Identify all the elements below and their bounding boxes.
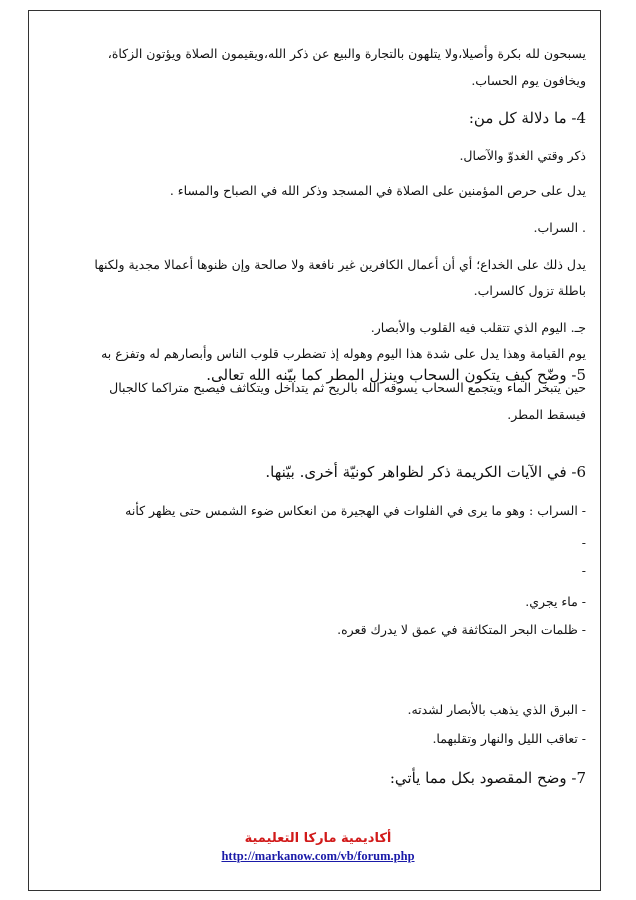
footer-forum-link[interactable]: http://markanow.com/vb/forum.php: [221, 849, 415, 863]
answer-5-line-2: فيسقط المطر.: [507, 407, 586, 422]
empty-bullet-2: -: [581, 563, 586, 578]
phenomenon-mirage: - السراب : وهو ما يرى في الفلوات في الهجيرة من انعكاس ضوء الشمس حتى يظهر كأنه: [125, 503, 586, 518]
empty-bullet-1: -: [581, 535, 586, 550]
question-5-heading: 5- وضّح كيف يتكون السحاب وينزل المطر كما بيّنه الله تعالى.: [206, 366, 586, 384]
question-7-heading: 7- وضح المقصود بكل مما يأتي:: [389, 769, 586, 787]
answer-day-of-judgment: يوم القيامة وهذا يدل على شدة هذا اليوم وهوله إذ تضطرب قلوب الناس وأبصارهم له وتفزع به: [101, 346, 586, 361]
question-4-heading: 4- ما دلالة كل من:: [468, 109, 586, 127]
phenomenon-running-water: - ماء يجري.: [525, 594, 586, 609]
answer-mirage-line-2: باطلة تزول كالسراب.: [473, 283, 586, 298]
text-line-2: ويخافون يوم الحساب.: [471, 73, 586, 88]
answer-5-line-1: حين يتبخر الماء ويتجمع السحاب يسوقه الله بالريح ثم يتداخل ويتكاثف فيصبح متراكما كالجبال: [109, 380, 586, 395]
phenomenon-night-day: - تعاقب الليل والنهار وتقلبهما.: [432, 731, 586, 746]
phenomenon-sea-darkness: - ظلمات البحر المتكاثفة في عمق لا يدرك قعره.: [337, 622, 586, 637]
item-day-of-judgment: جـ. اليوم الذي تتقلب فيه القلوب والأبصار.: [370, 320, 586, 335]
answer-morning-evening: يدل على حرص المؤمنين على الصلاة في المسجد وذكر الله في الصباح والمساء .: [169, 183, 586, 198]
phenomenon-lightning: - البرق الذي يذهب بالأبصار لشدته.: [407, 702, 586, 717]
text-line-1: يسبحون لله بكرة وأصيلا،ولا يتلهون بالتجارة والبيع عن ذكر الله،ويقيمون الصلاة ويؤتون الزكاة،: [107, 46, 586, 61]
answer-mirage-line-1: يدل ذلك على الخداع؛ أي أن أعمال الكافرين غير نافعة ولا صالحة وإن ظنوها أعمالا مجدية ولكنها: [94, 257, 586, 272]
footer-academy-title: أكاديمية ماركا التعليمية: [244, 831, 392, 846]
page-border: [28, 10, 601, 891]
item-mirage: . السراب.: [533, 220, 586, 235]
question-6-heading: 6- في الآيات الكريمة ذكر لظواهر كونيّة أخرى. بيّنها.: [265, 463, 586, 481]
item-morning-evening: ذكر وقتي الغدوّ والآصال.: [459, 148, 586, 163]
